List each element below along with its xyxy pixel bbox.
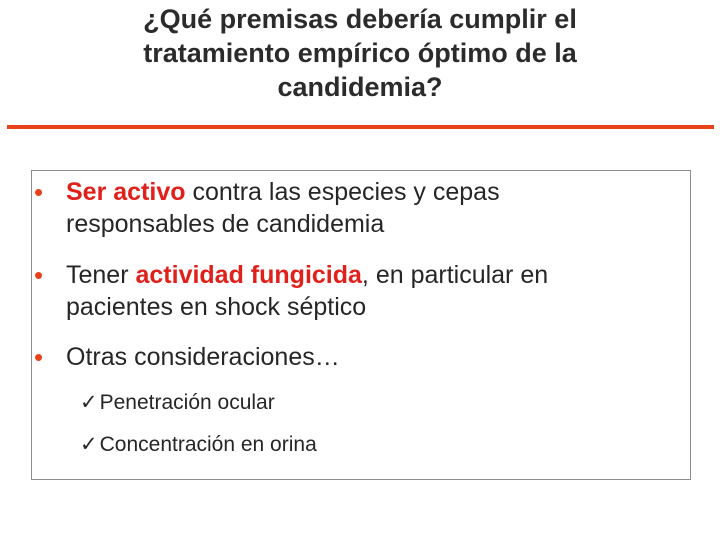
bullet-text: , en particular en (361, 261, 549, 289)
sub-item-text: Penetración ocular (99, 391, 275, 414)
title-underline (7, 125, 714, 129)
bullet-text: Tener (66, 261, 136, 289)
bullet-item (66, 259, 666, 323)
title-line: ¿Qué premisas debería cumplir el (143, 4, 577, 34)
sub-item (80, 389, 275, 417)
sub-item-text: Concentración en orina (99, 433, 317, 456)
bullet-dot-icon: • (34, 260, 44, 290)
title-line: candidemia? (277, 72, 443, 102)
title-line: tratamiento empírico óptimo de la (143, 38, 577, 68)
sub-item (80, 431, 317, 459)
slide-title (60, 2, 660, 104)
bullet-item (66, 341, 666, 373)
bullet-item (66, 176, 666, 240)
bullet-text: Otras consideraciones… (66, 343, 340, 371)
check-icon: ✓ (80, 391, 98, 414)
highlight-text: Ser activo (66, 178, 186, 206)
bullet-text: contra las especies y cepas (185, 178, 500, 206)
bullet-dot-icon: • (34, 342, 44, 372)
check-icon: ✓ (80, 433, 98, 456)
bullet-text: responsables de candidemia (66, 210, 385, 238)
bullet-text: pacientes en shock séptico (66, 293, 367, 321)
highlight-text: actividad fungicida (135, 261, 362, 289)
bullet-dot-icon: • (34, 177, 44, 207)
